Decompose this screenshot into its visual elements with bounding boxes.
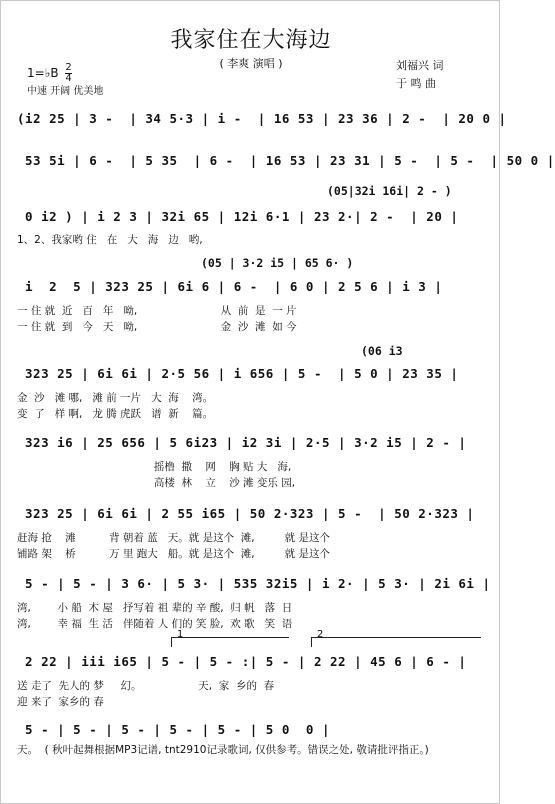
notation-line-10: 5 - | 5 - | 5 - | 5 - | 5 - | 5 0 0 | (17, 722, 330, 737)
time-bottom: 4 (65, 73, 72, 84)
lyrics-line-7b: 铺路 架 桥 万 里 跑大 船。就 是这个 滩, 就 是这个 (17, 548, 330, 560)
song-title: 我家住在大海边 (170, 28, 332, 53)
notation-line-3: 0 i2 ) | i 2 3 | 32i 65 | 12i 6·1 | 23 2·| 2 - | 20 | (17, 209, 459, 224)
lyrics-line-8b: 湾, 幸 福 生 活 伴随着 人 们的 笑 脸, 欢 歌 笑 语 (17, 618, 293, 630)
key-label: 1=♭B (27, 66, 59, 80)
notation-line-2: 53 5i | 6 - | 5 35 | 6 - | 16 53 | 23 31 | 5 - | 5 - | 50 0 | (17, 153, 555, 168)
notation-line-1: (i2 25 | 3 - | 34 5·3 | i - | 16 53 | 23 36 | 2 - | 20 0 | (17, 111, 507, 126)
notation-line-7: 323 25 | 6i 6i | 2 55 i65 | 50 2·323 | 5 - | 50 2·323 | (17, 506, 475, 521)
lyrics-line-6b: 高楼 林 立 沙 滩 变乐 园, (17, 477, 296, 489)
prelude-line-4: (05 | 3·2 i5 | 65 6· ) (201, 256, 354, 270)
notation-line-8: 5 - | 5 - | 3 6· | 5 3· | 535 32i5 | i 2· | 5 3· | 2i 6i | (17, 576, 491, 591)
lyrics-line-3: 1、2、我家哟 住 在 大 海 边 哟, (17, 234, 203, 246)
prelude-line-5: (06 i3 (361, 344, 403, 358)
volta-2-edge (311, 637, 312, 647)
notation-line-6: 323 i6 | 25 656 | 5 6i23 | i2 3i | 2·5 | 3·2 i5 | 2 - | (17, 435, 467, 450)
lyrics-line-5a: 金 沙 滩 哪, 滩 前 一片 大 海 湾。 (17, 392, 214, 404)
key-signature (27, 63, 72, 84)
composer-credit: 于 鸣 曲 (396, 77, 436, 90)
notation-line-4: i 2 5 | 323 25 | 6i 6 | 6 - | 6 0 | 2 5 6 | i 3 | (17, 279, 443, 294)
lyrics-line-9a: 送 走了 先人的 梦 幻。 天, 家 乡的 春 (17, 680, 275, 692)
prelude-line-3: (05|32i 16i| 2 - ) (327, 184, 452, 198)
lyrics-line-5b: 变 了 样 啊, 龙 腾 虎跃 谱 新 篇。 (17, 408, 214, 420)
footer-note: 天。 ( 秋叶起舞根据MP3记谱, tnt2910记录歌词, 仅供参考。错误之处, 敬请批评指正。) (17, 744, 429, 756)
time-top: 2 (65, 62, 72, 73)
lyrics-line-6a: 摇橹 撒 网 胸 贴 大 海, (17, 461, 292, 473)
volta-1-label: 1 (177, 629, 184, 640)
singer-credit: ( 李爽 演唱 ) (219, 57, 283, 70)
lyricist-credit: 刘福兴 词 (396, 59, 444, 72)
notation-line-5: 323 25 | 6i 6i | 2·5 56 | i 656 | 5 - | 5 0 | 23 35 | (17, 366, 459, 381)
volta-2-label: 2 (317, 629, 324, 640)
lyrics-line-4a: 一 住 就 近 百 年 呦, 从 前 是 一 片 (17, 305, 297, 317)
lyrics-line-9b: 迎 来了 家乡的 春 (17, 696, 104, 708)
volta-1-edge (171, 637, 172, 647)
lyrics-line-7a: 赶海 抢 滩 背 朝着 蓝 天。就 是这个 滩, 就 是这个 (17, 532, 330, 544)
time-signature (65, 63, 71, 84)
lyrics-line-8a: 湾, 小 船 木 屋 抒写着 祖 辈的 辛 酸, 归 帆 落 日 (17, 602, 293, 614)
lyrics-line-4b: 一 住 就 到 今 天 呦, 金 沙 滩 如 今 (17, 321, 297, 333)
volta-1-bracket (171, 637, 289, 638)
tempo-marking: 中速 开阔 优美地 (27, 86, 104, 97)
notation-line-9: 2 22 | iii i65 | 5 - | 5 - :| 5 - | 2 22 | 45 6 | 6 - | (17, 654, 467, 669)
volta-2-bracket (311, 637, 481, 638)
